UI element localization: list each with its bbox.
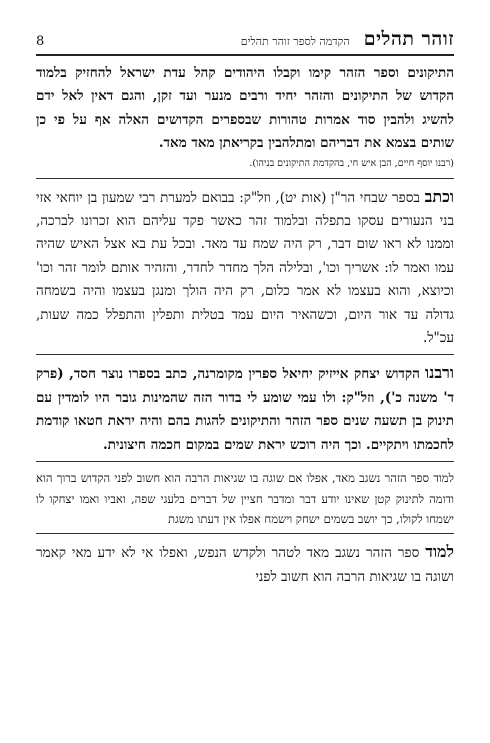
chapter-subtitle: הקדמה לספר זוהר תהלים <box>240 35 350 48</box>
page-number: 8 <box>36 34 45 49</box>
paragraph-learning <box>36 540 454 589</box>
paragraph-komarna <box>36 361 454 457</box>
paragraph-body: הקדוש יצחק אייזיק יחיאל ספרין מקומרנה, כתב בספרו נוצר חסד, (פרק ד' משנה כ'), וזל"ק: ולו עמי שומע לי בדור הזה שהמינות גובר היו לומדין עם תינוק בן תשעה שנים ספר הזהר והתיקונים להגות בהם והיה יראת חטאו קודמת לחכמתו ויתקיים. וכך היה רוכש יראת שמים במקום חכמה חיצונית. <box>36 366 454 453</box>
section-divider <box>36 354 454 355</box>
section-divider <box>36 533 454 534</box>
section-divider <box>36 461 454 462</box>
page-content <box>36 62 454 589</box>
source-citation: (רבנו יוסף חיים, הבן איש חי, בהקדמת התיקונים בניהו). <box>249 157 454 169</box>
paragraph-intro <box>36 62 454 156</box>
paragraph-lead-word: וכתב <box>424 186 454 206</box>
section-divider <box>36 178 454 179</box>
running-header <box>36 26 454 56</box>
paragraph-intro-text: התיקונים וספר הזהר קימו וקבלו היהודים קהל עדת ישראל להחזיק בלמוד הקדוש של התיקונים והזהר יחיד ורבים מנער ועד זקן, והגם דאין לאל ידם להשיג ולהבין סוד אמרות טהורות שבספרים הקדושים האלה אף על פי כן שותים בצמא את דבריהם ומתלהבין בקריאתן מאד מאד. <box>36 65 454 152</box>
book-title: זוהר תהלים <box>363 28 454 50</box>
paragraph-shivchei-haran <box>36 185 454 351</box>
paragraph-lead-word: למוד <box>425 542 455 562</box>
paragraph-learning-small: למוד ספר הזהר נשגב מאד, אפלו אם שוגה בו שגיאות הרבה הוא חשוב לפני הקדוש ברוך הוא ודומה לתינוק קטן שאינו יודע דבר ומדבר חציין של דברים בלעגי שפה, ואביו ואמו יצחקו לו ישמחו לקולו, כך יושב בשמים ישחק וישמח אפלו אין דעתו משגת <box>36 471 454 526</box>
paragraph-body: בספר שבחי הר"ן (אות יט), וזל"ק: בבואם למערת רבי שמעון בן יוחאי אזי בני הנעורים עסקו בתפלה ובלמוד זהר כאשר פקד עליהם הוא זכרונו לברכה, וממנו לא ראו שום דבר, רק היה שמח עד מאד. ובכל עת בא אצל האיש שהיה עמו ואמר לו: אשריך וכו', ובלילה הלך מחדר לחדר, והזהיר אותם לומר זהר וכו' וכיוצא, והוא בעצמו לא אמר כלום, רק היה הולך ומנגן בעצמו והיה בשמחה גדולה עד אור היום, וכשהאיר היום עמד בטלית ותפלין והתפלל כמה שעות, עכ"ל. <box>36 189 454 347</box>
paragraph-body: ספר הזהר נשגב מאד לטהר ולקדש הנפש, ואפלו אי לא ידע מאי קאמר ושוגה בו שגיאות הרבה הוא חשוב לפני <box>36 545 454 585</box>
paragraph-lead-word: ורבנו <box>425 363 454 383</box>
